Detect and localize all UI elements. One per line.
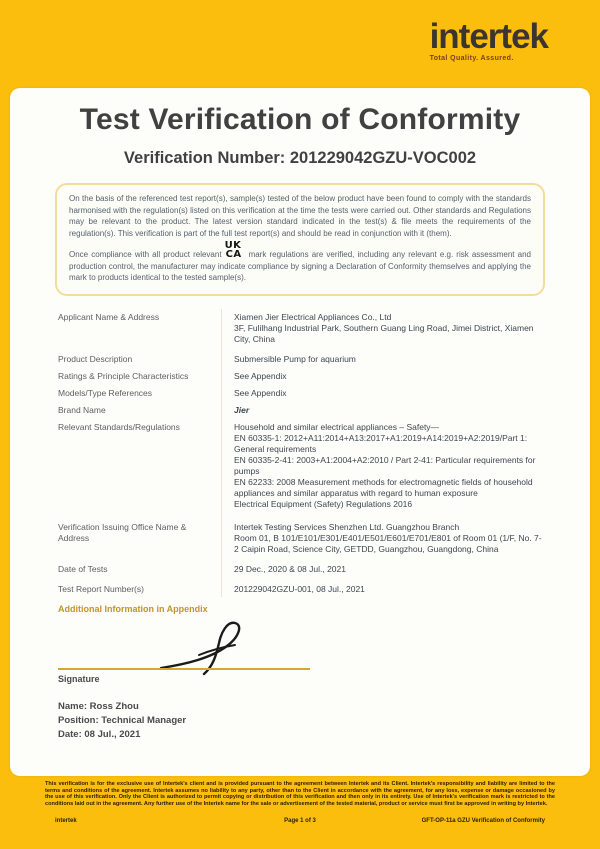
intro-paragraph-1: On the basis of the referenced test report(s), sample(s) tested of the below product have been found to comply with the standards harmonised with the regulation(s) listed on this verification at the time the tests were carried out. Other standards and Regulations may be relevant to the product. The latest version standard indicated in the test(s) & file meets the requirements of the regulation(s). This verification is part of the full test report(s) and should be read in conjunction with it (them). — [69, 194, 531, 238]
field-value-line: 29 Dec., 2020 & 08 Jul., 2021 — [234, 563, 346, 574]
field-label: Brand Name — [58, 404, 106, 415]
certificate-sheet — [10, 88, 590, 776]
signature-block — [58, 618, 590, 748]
signatory-details — [58, 700, 186, 742]
field-value-line: Room 01, B 101/E101/E301/E401/E501/E601/E701/E801 of Room 01 (1/F, No. 7-2 Caipin Road, Science City, GETDD, Guangzhou, Guangdong, China — [234, 532, 542, 554]
verification-number: Verification Number: 201229042GZU-VOC002 — [123, 149, 477, 167]
field-row-applicant — [58, 312, 543, 345]
footer — [55, 818, 545, 824]
fields-table — [58, 312, 543, 595]
field-value — [221, 564, 543, 575]
signature-label: Signature — [58, 673, 100, 684]
field-value-line: EN 60335-2-41: 2003+A1:2004+A2:2010 / Part 2-41: Particular requirements for pumps — [234, 454, 536, 476]
field-value-line: Electrical Equipment (Safety) Regulations 2016 — [234, 498, 413, 509]
field-label: Models/Type References — [58, 387, 153, 398]
field-value-line: 201229042GZU-001, 08 Jul., 2021 — [234, 583, 365, 594]
field-label: Test Report Number(s) — [58, 583, 144, 594]
intertek-logo — [429, 17, 548, 62]
footer-left-mark: intertek — [55, 818, 77, 824]
page-title: Test Verification of Conformity — [79, 103, 521, 136]
ukca-mark-icon — [224, 240, 246, 260]
field-row-models — [58, 388, 543, 399]
field-value-line: 3F, Fulilhang Industrial Park, Southern Guang Ling Road, Jimei District, Xiamen City, China — [234, 322, 534, 344]
signatory-name: Name: Ross Zhou — [58, 700, 139, 712]
ukca-line2: CA — [225, 249, 242, 260]
signatory-position: Position: Technical Manager — [58, 714, 187, 726]
field-row-ratings — [58, 371, 543, 382]
intro-paragraph-2 — [69, 240, 532, 284]
field-value-line: Xiamen Jier Electrical Appliances Co., Ltd — [234, 311, 392, 322]
field-label: Relevant Standards/Regulations — [58, 421, 180, 432]
field-row-test-report-number — [58, 584, 543, 595]
field-value — [221, 354, 543, 365]
signature-line — [58, 668, 310, 670]
intertek-wordmark: intertek — [429, 17, 548, 56]
intro-paragraph-2-before: Once compliance with all product relevant — [69, 250, 222, 259]
field-value-line: Intertek Testing Services Shenzhen Ltd. Guangzhou Branch — [234, 521, 460, 532]
field-value-line: Household and similar electrical appliances – Safety— — [234, 421, 440, 432]
footer-form-code: GFT-OP-11a GZU Verification of Conformity — [421, 818, 545, 824]
field-value-line: See Appendix — [234, 387, 287, 398]
field-value — [221, 371, 543, 382]
field-label: Date of Tests — [58, 563, 108, 574]
field-value — [221, 584, 543, 595]
field-label: Applicant Name & Address — [58, 311, 160, 322]
field-row-date-of-tests — [58, 564, 543, 575]
intertek-tagline: Total Quality. Assured. — [429, 55, 514, 62]
signature-date: Date: 08 Jul., 2021 — [58, 728, 141, 740]
field-value — [221, 522, 543, 555]
field-value — [221, 312, 543, 345]
field-value-line: EN 60335-1: 2012+A11:2014+A13:2017+A1:2019+A14:2019+A2:2019/Part 1: General requirements — [234, 432, 528, 454]
field-row-standards — [58, 422, 543, 510]
field-row-brand — [58, 405, 543, 416]
field-value — [221, 388, 543, 399]
legal-disclaimer: This verification is for the exclusive use of Intertek's client and is provided pursuant to the agreement between Intertek and its Client. Intertek's responsibility and liability are limited to the terms and conditions of the agreement. Intertek assumes no liability to any party, other than to the Client in accordance with the agreement, for any loss, expense or damage occasioned by the use of this verification. Only the Client is authorized to permit copying or distribution of this verification and then only in its entirety. Use of Intertek's verification mark is restricted to the conditions laid out in the agreement. Any further use of the Intertek name for the sale or advertisement of the tested material, product or service must first be approved in writing by Intertek. — [45, 781, 555, 807]
field-value-line: EN 62233: 2008 Measurement methods for electromagnetic fields of household appliances and similar apparatus with regard to human exposure — [234, 476, 533, 498]
page-number: Page 1 of 3 — [284, 818, 316, 824]
field-row-product-description — [58, 354, 543, 365]
field-value — [221, 422, 543, 510]
field-label: Verification Issuing Office Name & Address — [58, 521, 187, 543]
column-divider — [221, 309, 222, 597]
field-value-line: See Appendix — [234, 370, 287, 381]
intro-paragraph-2-after: mark regulations are verified, including any relevant e.g. risk assessment and production control, the manufacturer may indicate compliance by signing a Declaration of Conformity themselves and applying the mark to products identical to the tested sample(s). — [69, 250, 532, 282]
ukca-line1: UK — [224, 240, 242, 251]
field-value — [221, 405, 543, 416]
intro-box — [55, 183, 545, 296]
field-label: Product Description — [58, 353, 133, 364]
field-row-issuing-office — [58, 522, 543, 555]
field-value-line: Submersible Pump for aquarium — [234, 353, 356, 364]
field-label: Ratings & Principle Characteristics — [58, 370, 189, 381]
field-value-line: Jier — [234, 404, 250, 415]
additional-info-note: Additional Information in Appendix — [58, 603, 208, 614]
